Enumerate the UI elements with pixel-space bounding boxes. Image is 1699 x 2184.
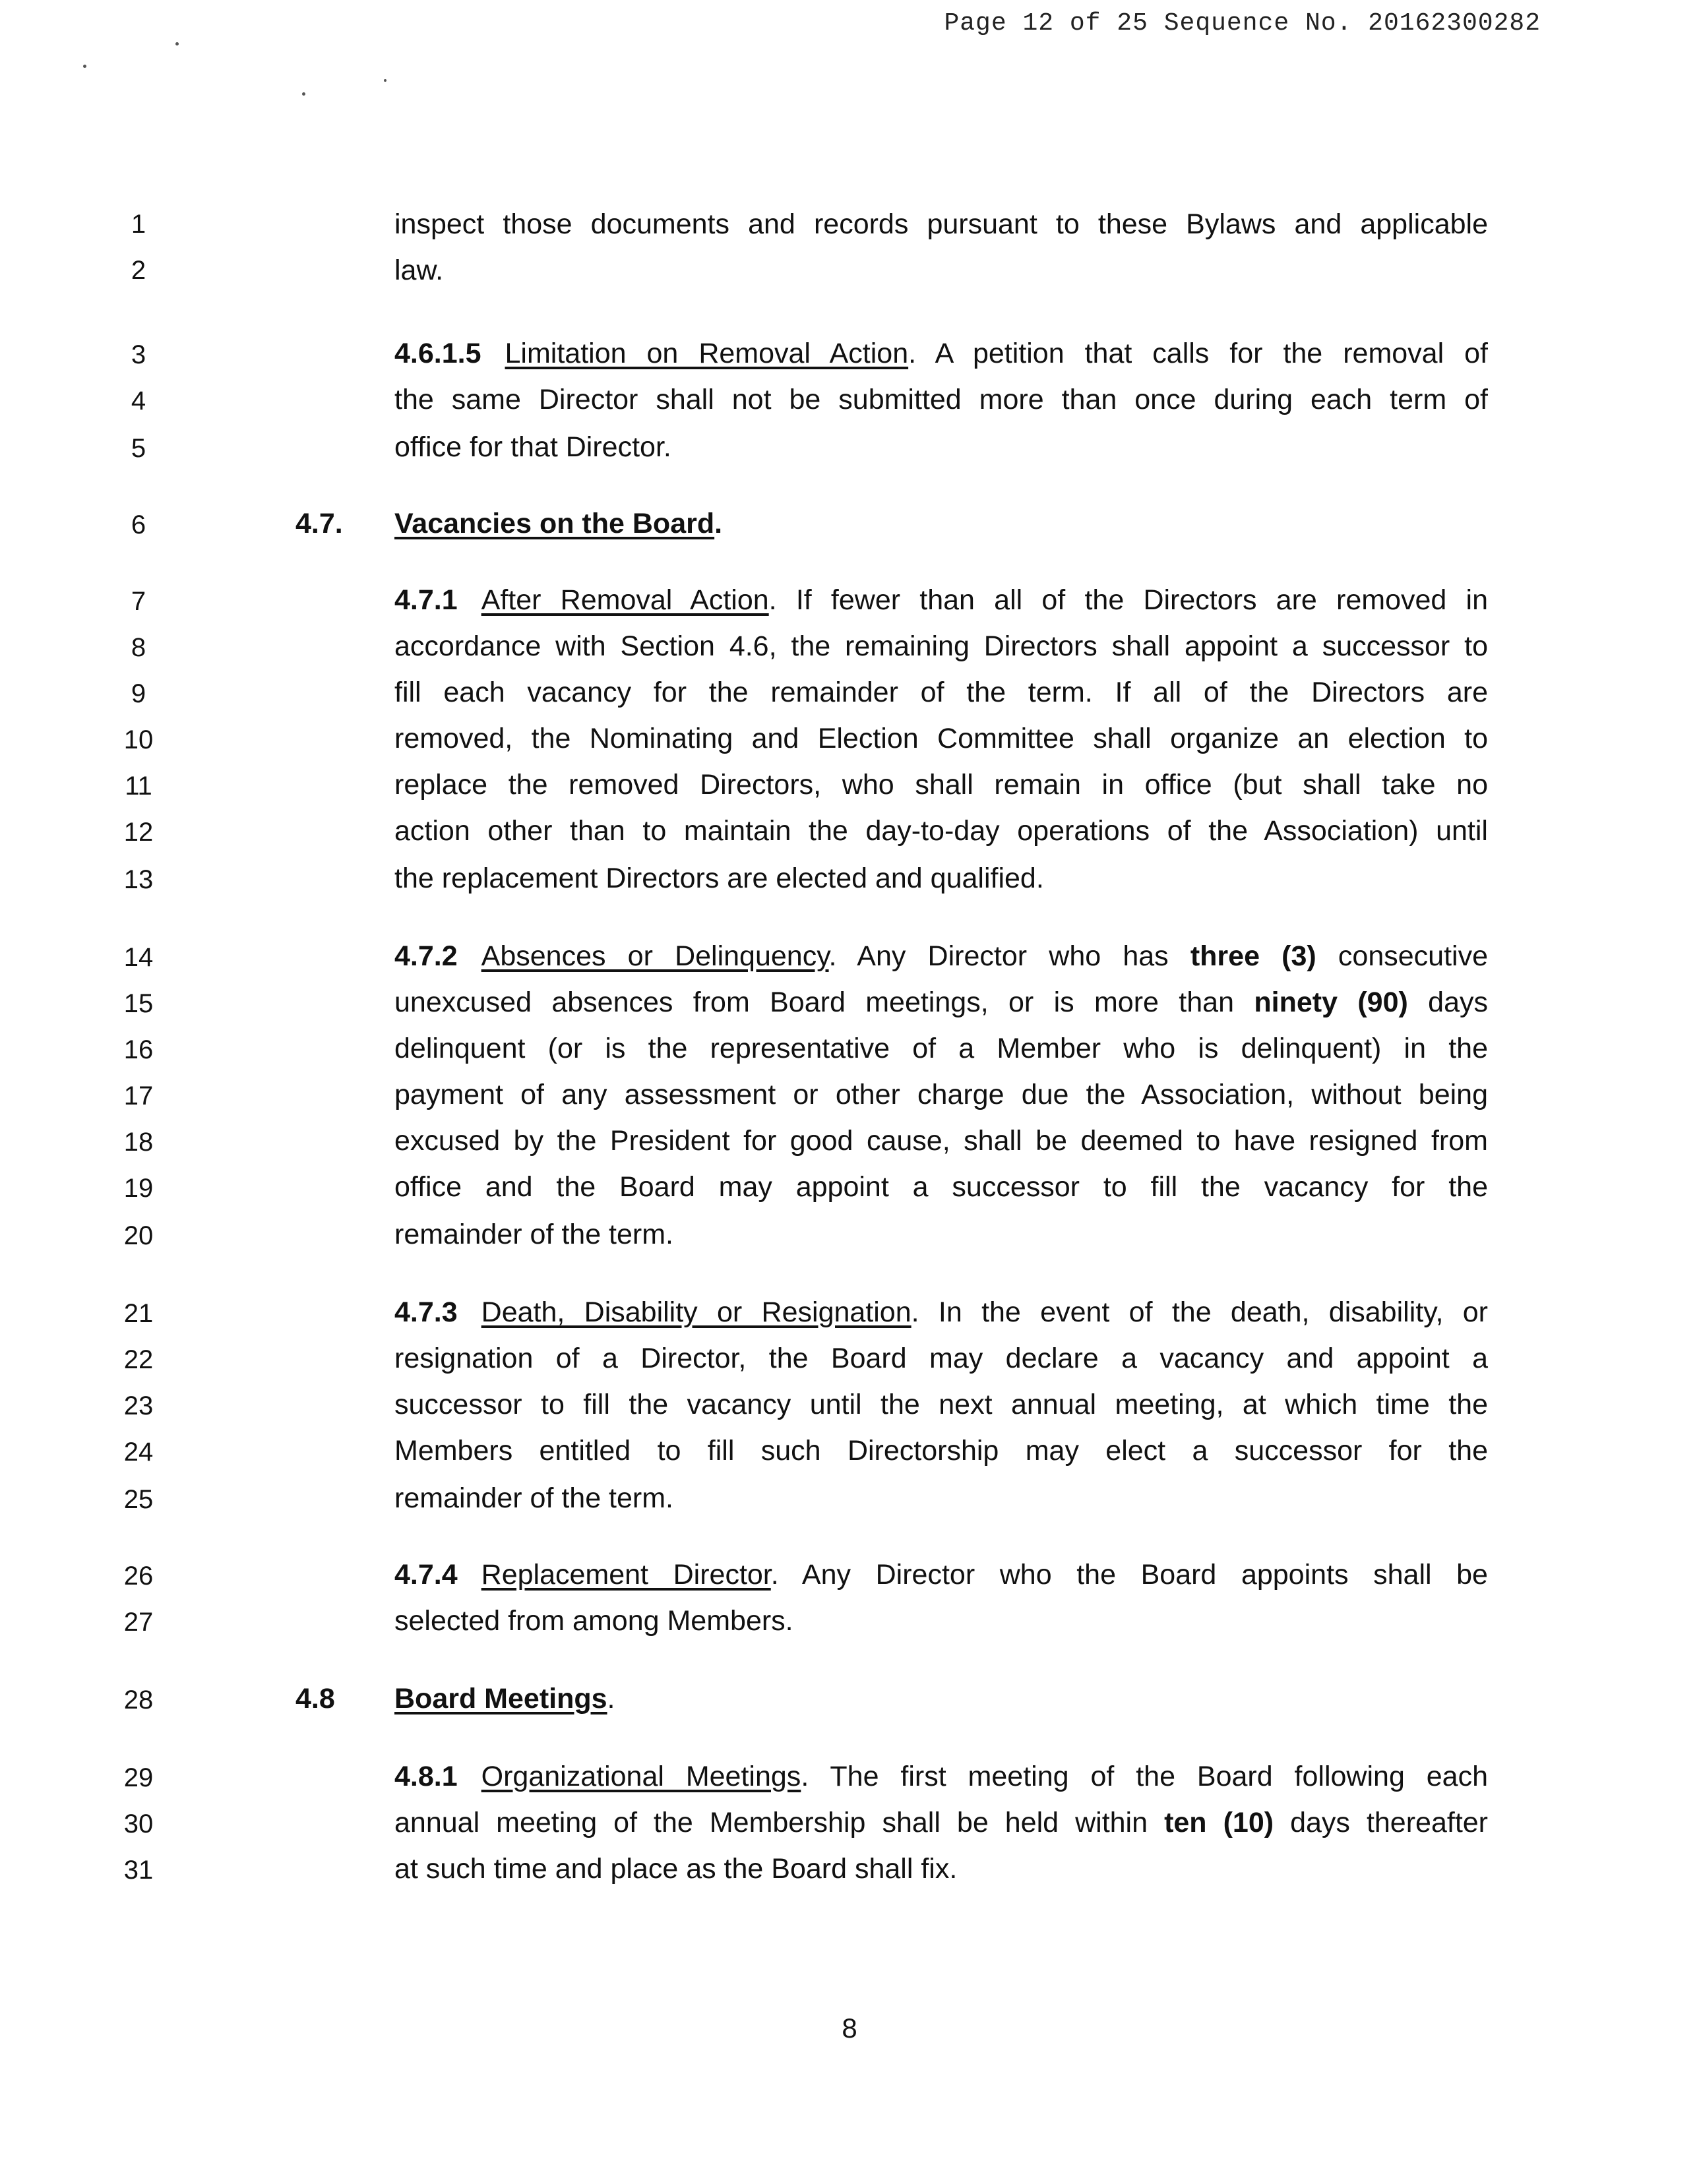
line-number: 12 [123,818,154,847]
section-title: Board Meetings [394,1683,607,1714]
subsection-number: 4.7.2 [394,940,458,972]
text-line: Members entitled to fill such Directorship may elect a successor for the [394,1435,1488,1467]
text-line: the replacement Directors are elected and qualified. [394,863,1044,894]
text-line: inspect those documents and records pursuant to these Bylaws and applicable [394,208,1488,240]
line-number: 6 [131,510,146,539]
text-line: successor to fill the vacancy until the next annual meeting, at which time the [394,1389,1488,1420]
text-line: removed, the Nominating and Election Committee shall organize an election to [394,723,1488,754]
section-number: 4.7. [295,508,343,539]
subsection-number: 4.6.1.5 [394,338,481,369]
subsection-4-7-1: 4.7.1 After Removal Action. If fewer than all of the Directors are removed in [394,584,1488,616]
text-line: payment of any assessment or other charge due the Association, without being [394,1079,1488,1110]
subsection-4-8-1: 4.8.1 Organizational Meetings. The first meeting of the Board following each [394,1761,1489,1792]
text-line: remainder of the term. [394,1219,674,1250]
line-number: 5 [131,434,146,463]
subsection-title: Organizational Meetings [481,1761,801,1792]
text-line: office for that Director. [394,431,671,463]
subsection-title: After Removal Action [481,584,769,616]
text-line: delinquent (or is the representative of a Member who is delinquent) in the [394,1033,1488,1064]
line-number: 2 [131,256,146,285]
text-line: law. [394,255,444,286]
text-line: fill each vacancy for the remainder of the term. If all of the Directors are [394,677,1488,708]
line-number: 3 [131,340,146,369]
line-number: 10 [123,725,154,754]
text-line: office and the Board may appoint a successor to fill the vacancy for the [394,1171,1488,1203]
line-number: 15 [123,989,154,1018]
subsection-number: 4.7.3 [394,1296,458,1328]
subsection-title: Replacement Director [481,1559,771,1591]
text-line: at such time and place as the Board shall fix. [394,1853,958,1885]
line-number: 8 [131,633,146,662]
text-line: selected from among Members. [394,1605,793,1637]
text-line: unexcused absences from Board meetings, or is more than ninety (90) days [394,986,1489,1018]
text-line: remainder of the term. [394,1482,674,1514]
subsection-number: 4.7.4 [394,1559,458,1591]
subsection-title: Death, Disability or Resignation [481,1296,911,1328]
page-header: Page 12 of 25 Sequence No. 20162300282 [944,9,1541,38]
text-line: resignation of a Director, the Board may declare a vacancy and appoint a [394,1343,1488,1374]
text-line: excused by the President for good cause, shall be deemed to have resigned from [394,1125,1488,1157]
line-number: 19 [123,1174,154,1203]
line-number: 23 [123,1391,154,1420]
line-number: 7 [131,587,146,616]
subsection-title: Absences or Delinquency [481,940,829,972]
line-number: 18 [123,1128,154,1157]
page-number: 8 [842,2013,857,2044]
section-heading-4-8: Board Meetings. [394,1683,615,1714]
subsection-4-7-2: 4.7.2 Absences or Delinquency. Any Director who has three (3) consecutive [394,940,1488,972]
line-number: 22 [123,1345,154,1374]
line-number: 14 [123,943,154,972]
text-line: the same Director shall not be submitted more than once during each term of [394,384,1488,415]
subsection-number: 4.8.1 [394,1761,458,1792]
text-line: accordance with Section 4.6, the remaining Directors shall appoint a successor to [394,630,1488,662]
line-number: 9 [131,679,146,708]
line-number: 20 [123,1221,154,1250]
line-number: 30 [123,1809,154,1838]
line-number: 28 [123,1685,154,1714]
line-number: 1 [131,210,146,239]
line-number: 27 [123,1608,154,1637]
line-number: 16 [123,1035,154,1064]
line-number: 26 [123,1562,154,1591]
line-number: 4 [131,386,146,415]
text-line: replace the removed Directors, who shall remain in office (but shall take no [394,769,1488,801]
line-number: 24 [123,1438,154,1467]
section-heading-4-7: Vacancies on the Board. [394,508,723,539]
subsection-4-6-1-5: 4.6.1.5 Limitation on Removal Action. A petition that calls for the removal of [394,338,1488,369]
text-line: annual meeting of the Membership shall be held within ten (10) days thereafter [394,1807,1488,1838]
line-number: 11 [125,772,152,801]
text-line: action other than to maintain the day-to-day operations of the Association) until [394,815,1488,847]
line-number: 25 [123,1485,154,1514]
section-number: 4.8 [295,1683,335,1714]
line-number: 21 [123,1299,154,1328]
line-number: 31 [123,1856,154,1885]
subsection-4-7-4: 4.7.4 Replacement Director. Any Director who the Board appoints shall be [394,1559,1488,1591]
line-number: 17 [123,1081,154,1110]
subsection-title: Limitation on Removal Action [505,338,909,369]
line-number: 29 [123,1763,154,1792]
subsection-4-7-3: 4.7.3 Death, Disability or Resignation. In the event of the death, disability, or [394,1296,1488,1328]
subsection-number: 4.7.1 [394,584,458,616]
section-title: Vacancies on the Board [394,508,715,539]
line-number: 13 [123,865,154,894]
